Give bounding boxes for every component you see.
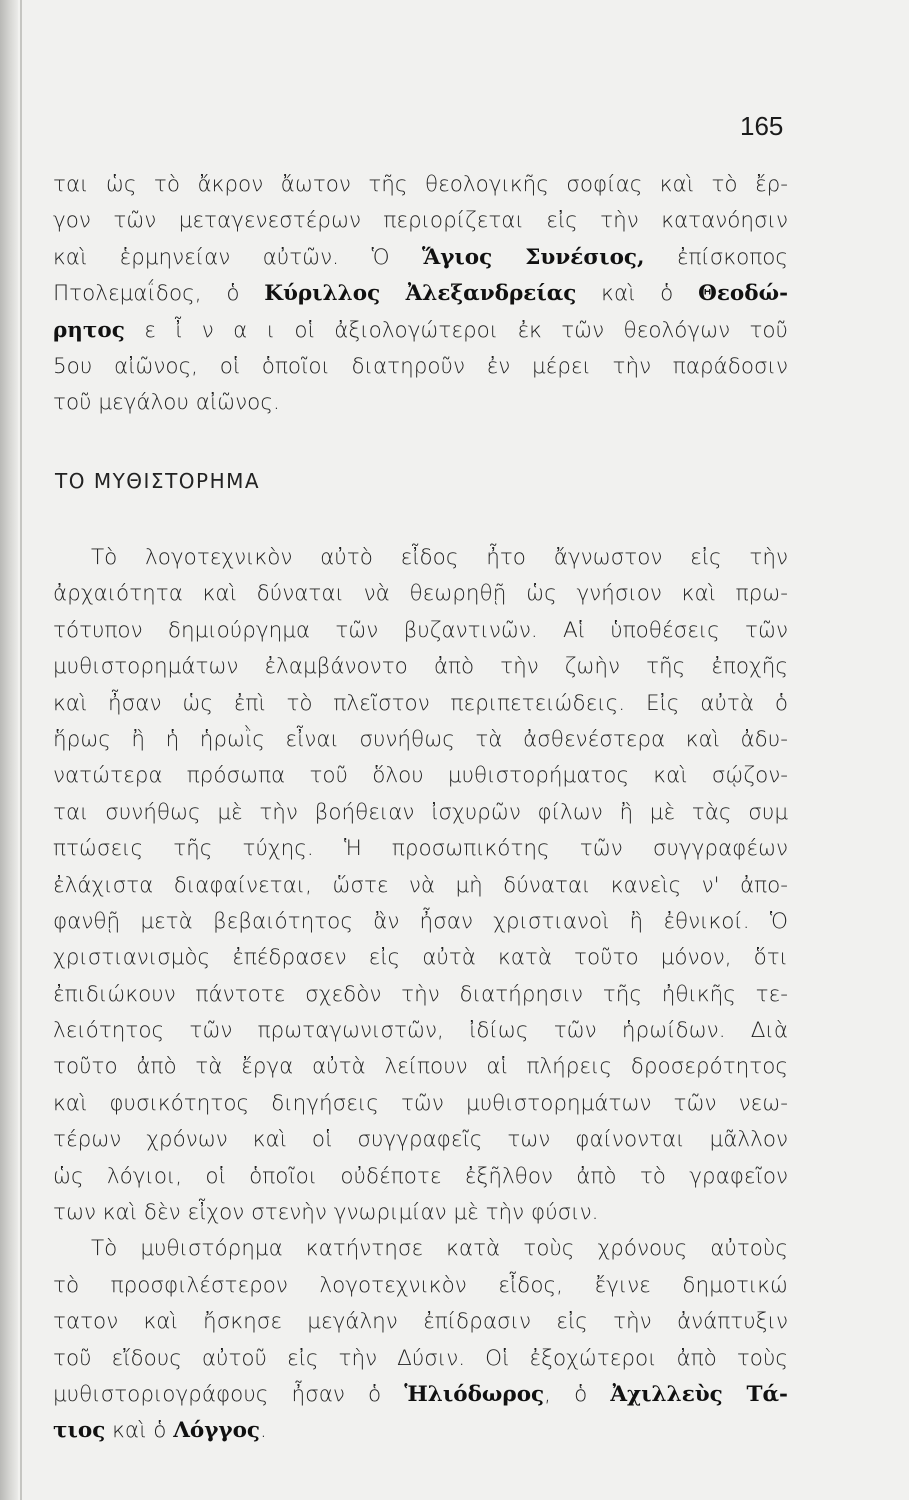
paragraph-2-and-3 <box>53 540 788 1450</box>
text-line <box>53 1231 788 1267</box>
text-run: καὶ ὁ <box>576 281 699 307</box>
section-title: ΤΟ ΜΥΘΙΣΤΟΡΗΜΑ <box>55 469 261 493</box>
text-line <box>53 1413 788 1449</box>
text-run: ε ἶ ν α ι οἱ ἀξιολογώτεροι ἐκ τῶν θεολόγων τοῦ <box>124 317 788 343</box>
text-line <box>53 276 788 312</box>
text-line <box>53 1122 788 1158</box>
text-run: φανθῇ μετὰ βεβαιότητος ἂν ἦσαν χριστιανοὶ ἢ ἐθνικοί. Ὁ <box>53 908 788 934</box>
text-run: τότυπον δημιούργημα τῶν βυζαντινῶν. Αἱ ὑποθέσεις τῶν <box>53 617 788 643</box>
text-run: λειότητος τῶν πρωταγωνιστῶν, ἰδίως τῶν ἡρωίδων. Διὰ <box>53 1018 788 1044</box>
text-run: τατον καὶ ἤσκησε μεγάλην ἐπίδρασιν εἰς τὴν ἀνάπτυξιν <box>53 1309 788 1335</box>
text-line <box>53 1159 788 1195</box>
bold-name: Λόγγος <box>173 1418 261 1444</box>
text-line <box>53 167 788 203</box>
text-run: ἐλάχιστα διαφαίνεται, ὥστε νὰ μὴ δύναται κανεὶς ν' ἀπο- <box>53 872 788 898</box>
text-run: καὶ ὁ <box>105 1418 174 1444</box>
text-line <box>53 977 788 1013</box>
text-run: τοῦ μεγάλου αἰῶνος. <box>53 390 280 416</box>
paragraph-1 <box>53 167 788 422</box>
text-line <box>53 313 788 349</box>
text-line <box>53 795 788 831</box>
text-run: μυθιστοριογράφους ἦσαν ὁ <box>53 1381 405 1407</box>
bold-name: Ἅγιος Συνέσιος, <box>421 244 645 270</box>
text-line <box>53 613 788 649</box>
text-run: ται συνήθως μὲ τὴν βοήθειαν ἰσχυρῶν φίλων ἢ μὲ τὰς συμ <box>53 799 788 825</box>
text-run: τέρων χρόνων καὶ οἱ συγγραφεῖς των φαίνονται μᾶλλον <box>53 1127 788 1153</box>
text-line <box>53 831 788 867</box>
text-line <box>53 1341 788 1377</box>
text-line <box>53 940 788 976</box>
bold-name: τιος <box>53 1418 106 1444</box>
text-run: των καὶ δὲν εἶχον στενὴν γνωριμίαν μὲ τὴν φύσιν. <box>53 1200 599 1226</box>
text-run: Τὸ μυθιστόρημα κατήντησε κατὰ τοὺς χρόνους αὐτοὺς <box>91 1236 788 1262</box>
text-run: μυθιστορημάτων ἐλαμβάνοντο ἀπὸ τὴν ζωὴν τῆς ἐποχῆς <box>53 654 788 680</box>
bold-name: Ἀχιλλεὺς Τά- <box>610 1381 788 1407</box>
text-run: , ὁ <box>544 1381 611 1407</box>
text-run: 5ου αἰῶνος, οἱ ὁποῖοι διατηροῦν ἐν μέρει τὴν παράδοσιν <box>53 353 788 379</box>
paragraph-3 <box>53 1231 788 1449</box>
bold-name: Θεοδώ- <box>698 281 788 307</box>
text-run: Πτολεμαΐδος, ὁ <box>53 281 265 307</box>
text-run: ἐπίσκοπος <box>644 244 788 270</box>
text-run: ἀρχαιότητα καὶ δύναται νὰ θεωρηθῇ ὡς γνήσιον καὶ πρω- <box>53 581 788 607</box>
text-line <box>53 868 788 904</box>
text-line <box>53 1049 788 1085</box>
text-line <box>53 349 788 385</box>
text-line <box>53 758 788 794</box>
text-line <box>53 722 788 758</box>
text-line <box>53 385 788 421</box>
text-run: ἥρως ἢ ἡ ἡρωῒς εἶναι συνήθως τὰ ἀσθενέστερα καὶ ἀδυ- <box>53 726 788 752</box>
text-line <box>53 540 788 576</box>
text-run: Τὸ λογοτεχνικὸν αὐτὸ εἶδος ἦτο ἄγνωστον εἰς τὴν <box>91 545 788 570</box>
text-line <box>53 1013 788 1049</box>
text-line <box>53 649 788 685</box>
text-run: ται ὡς τὸ ἄκρον ἄωτον τῆς θεολογικῆς σοφίας καὶ τὸ ἔρ- <box>53 172 788 197</box>
text-line <box>53 1304 788 1340</box>
text-run: ὡς λόγιοι, οἱ ὁποῖοι οὐδέποτε ἐξῆλθον ἀπὸ τὸ γραφεῖον <box>53 1163 788 1189</box>
text-line <box>53 240 788 276</box>
text-run: καὶ ἦσαν ὡς ἐπὶ τὸ πλεῖστον περιπετειώδεις. Εἰς αὐτὰ ὁ <box>53 690 788 716</box>
text-run: τοῦ εἴδους αὐτοῦ εἰς τὴν Δύσιν. Οἱ ἐξοχώτεροι ἀπὸ τοὺς <box>53 1345 788 1371</box>
bold-name: Ἡλιόδωρος <box>404 1381 545 1407</box>
binding-edge-line <box>20 0 22 1500</box>
text-run: πτώσεις τῆς τύχης. Ἡ προσωπικότης τῶν συγγραφέων <box>53 836 788 862</box>
text-line <box>53 576 788 612</box>
paragraph-2 <box>53 540 788 1231</box>
text-line <box>53 1195 788 1231</box>
text-run: ἐπιδιώκουν πάντοτε σχεδὸν τὴν διατήρησιν τῆς ἠθικῆς τε- <box>53 981 788 1007</box>
text-run: καὶ φυσικότητος διηγήσεις τῶν μυθιστορημάτων τῶν νεω- <box>53 1090 788 1116</box>
text-line <box>53 686 788 722</box>
text-line <box>53 1377 788 1413</box>
text-run: νατώτερα πρόσωπα τοῦ ὅλου μυθιστορήματος καὶ σῴζον- <box>53 763 788 789</box>
text-run: γον τῶν μεταγενεστέρων περιορίζεται εἰς τὴν κατανόησιν <box>53 208 788 234</box>
text-run: χριστιανισμὸς ἐπέδρασεν εἰς αὐτὰ κατὰ τοῦτο μόνον, ὅτι <box>53 945 788 971</box>
page-number: 165 <box>740 111 784 141</box>
text-run: τοῦτο ἀπὸ τὰ ἔργα αὐτὰ λείπουν αἱ πλήρεις δροσερότητος <box>53 1054 788 1080</box>
bold-name: Κύριλλος Ἀλεξανδρείας <box>264 281 577 307</box>
text-run: καὶ ἑρμηνείαν αὐτῶν. Ὁ <box>53 244 422 270</box>
text-line <box>53 203 788 239</box>
text-line <box>53 1086 788 1122</box>
bold-name: ρητος <box>53 317 125 343</box>
text-line <box>53 1268 788 1304</box>
text-run: τὸ προσφιλέστερον λογοτεχνικὸν εἶδος, ἔγινε δημοτικώ <box>53 1272 788 1298</box>
text-line <box>53 904 788 940</box>
book-binding-shadow <box>0 0 18 1500</box>
text-run: . <box>260 1418 267 1444</box>
